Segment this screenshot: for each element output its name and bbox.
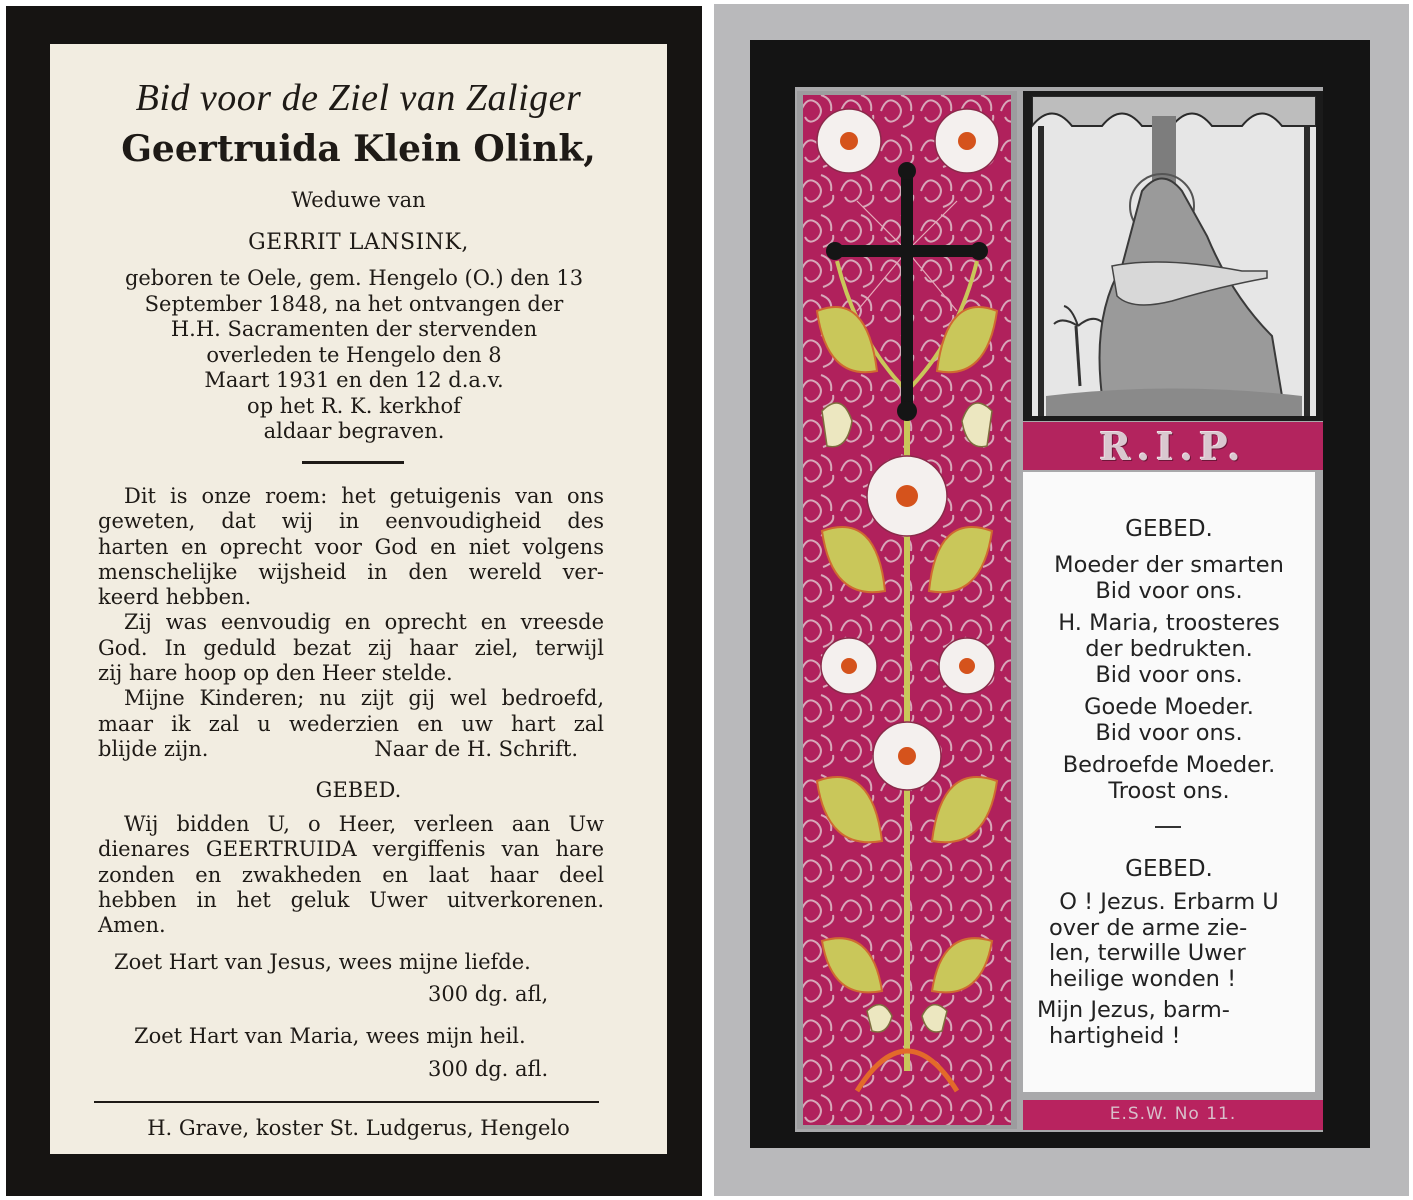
prayer-block-2 [1037, 890, 1301, 1049]
prayer-line: Bid voor ons. [1095, 720, 1243, 746]
imprint-text: E.S.W. No 11. [1109, 1104, 1237, 1124]
scripture-source: Naar de H. Schrift. [374, 736, 578, 761]
prayer-line: Amen. [98, 913, 166, 938]
text-line: zij hare hoop op den Heer stelde. [98, 661, 453, 686]
invocation-maria: Zoet Hart van Maria, wees mijn heil. [134, 1024, 526, 1048]
imprint-banner [1023, 1100, 1323, 1130]
text-line: keerd hebben. [98, 585, 252, 610]
prayer-line: Wij bidden U, o Heer, verleen aan Uw [124, 812, 604, 836]
prayer-line: hebben in het geluk Uwer uitverkorenen. [98, 887, 604, 912]
left-mourning-card [6, 6, 702, 1196]
bio-line: Maart 1931 en den 12 d.a.v. [204, 368, 504, 392]
text-line: Zij was eenvoudig en oprecht en vreesde [124, 610, 604, 635]
text-line: Dit is onze roem: het getuigenis van ons [124, 484, 604, 508]
bio-line: aldaar begraven. [263, 419, 445, 443]
text-last-left: blijde zijn. [98, 736, 209, 761]
text-line-final [98, 737, 604, 762]
indulgence-maria: 300 dg. afl. [428, 1057, 549, 1081]
prayer-line: Bid voor ons. [1095, 662, 1243, 688]
prayer-line: Goede Moeder. [1084, 694, 1254, 720]
bio-line: H.H. Sacramenten der stervenden [170, 317, 538, 341]
indulgence-jesus: 300 dg. afl, [428, 982, 549, 1006]
right-mourning-card [714, 4, 1409, 1196]
biography-block [100, 266, 608, 445]
section-divider [302, 461, 404, 464]
prayer-line: zonden en zwakheden en laat haar deel [98, 862, 604, 887]
prayer-panel [1023, 472, 1315, 1092]
prayer-line: Troost ons. [1108, 778, 1230, 804]
prayer-line: dienares GEERTRUIDA vergiffenis van hare [98, 837, 604, 862]
text-line: Mijne Kinderen; nu zijt gij wel bedroefd, [124, 686, 604, 711]
widow-of-label: Weduwe van [291, 188, 426, 212]
prayer-line: hartigheid ! [1049, 1022, 1181, 1049]
floral-cross-ornament [797, 91, 1017, 1129]
bio-line: op het R. K. kerkhof [247, 393, 461, 418]
printer-footer: H. Grave, koster St. Ludgerus, Hengelo [147, 1116, 570, 1140]
prayer-title-2: GEBED. [1125, 856, 1213, 882]
prayer-line: over de arme zie- [1049, 914, 1248, 941]
text-line: maar ik zal u wederzien en uw hart zal [98, 711, 604, 736]
prayer-title-1: GEBED. [1125, 516, 1213, 542]
footer-divider [94, 1101, 599, 1103]
text-line: menschelijke wijsheid in den wereld ver- [98, 559, 604, 584]
prayer-divider [1155, 826, 1181, 828]
prayer-block-1 [1033, 552, 1305, 804]
bio-line: overleden te Hengelo den 8 [206, 342, 502, 367]
invocation-jesus: Zoet Hart van Jesus, wees mijne liefde. [114, 950, 531, 974]
left-card-paper [50, 44, 667, 1154]
prayer-line: Bid voor ons. [1095, 578, 1243, 604]
prayer-line: Mijn Jezus, barm- [1037, 997, 1230, 1023]
bio-line: September 1848, na het ontvangen der [144, 291, 564, 316]
text-line: geweten, dat wij in eenvoudigheid des [98, 509, 604, 534]
prayer-line: H. Maria, troosteres [1058, 610, 1280, 636]
prayer-line: O ! Jezus. Erbarm U [1059, 889, 1279, 915]
text-line: harten en oprecht voor God en niet volgens [98, 534, 604, 559]
rip-banner [1023, 422, 1323, 470]
prayer-title: GEBED. [315, 778, 402, 802]
text-line: God. In geduld bezat zij haar ziel, terwijl [98, 635, 604, 660]
prayer-line: len, terwille Uwer [1049, 940, 1246, 966]
scripture-text [98, 484, 604, 762]
prayer-line: heilige wonden ! [1049, 965, 1237, 992]
pieta-illustration [1032, 96, 1316, 416]
prayer-line: Moeder der smarten [1054, 552, 1284, 578]
prayer-line: der bedrukten. [1085, 636, 1253, 662]
prayer-line: Bedroefde Moeder. [1062, 752, 1276, 778]
husband-name: GERRIT LANSINK, [248, 230, 469, 255]
deceased-name: Geertruida Klein Olink, [121, 128, 596, 170]
prayer-text [98, 812, 604, 938]
bio-line: geboren te Oele, gem. Hengelo (O.) den 13 [124, 266, 584, 290]
card-heading: Bid voor de Ziel van Zaliger [135, 77, 582, 119]
rip-text: R.I.P. [1099, 424, 1247, 469]
